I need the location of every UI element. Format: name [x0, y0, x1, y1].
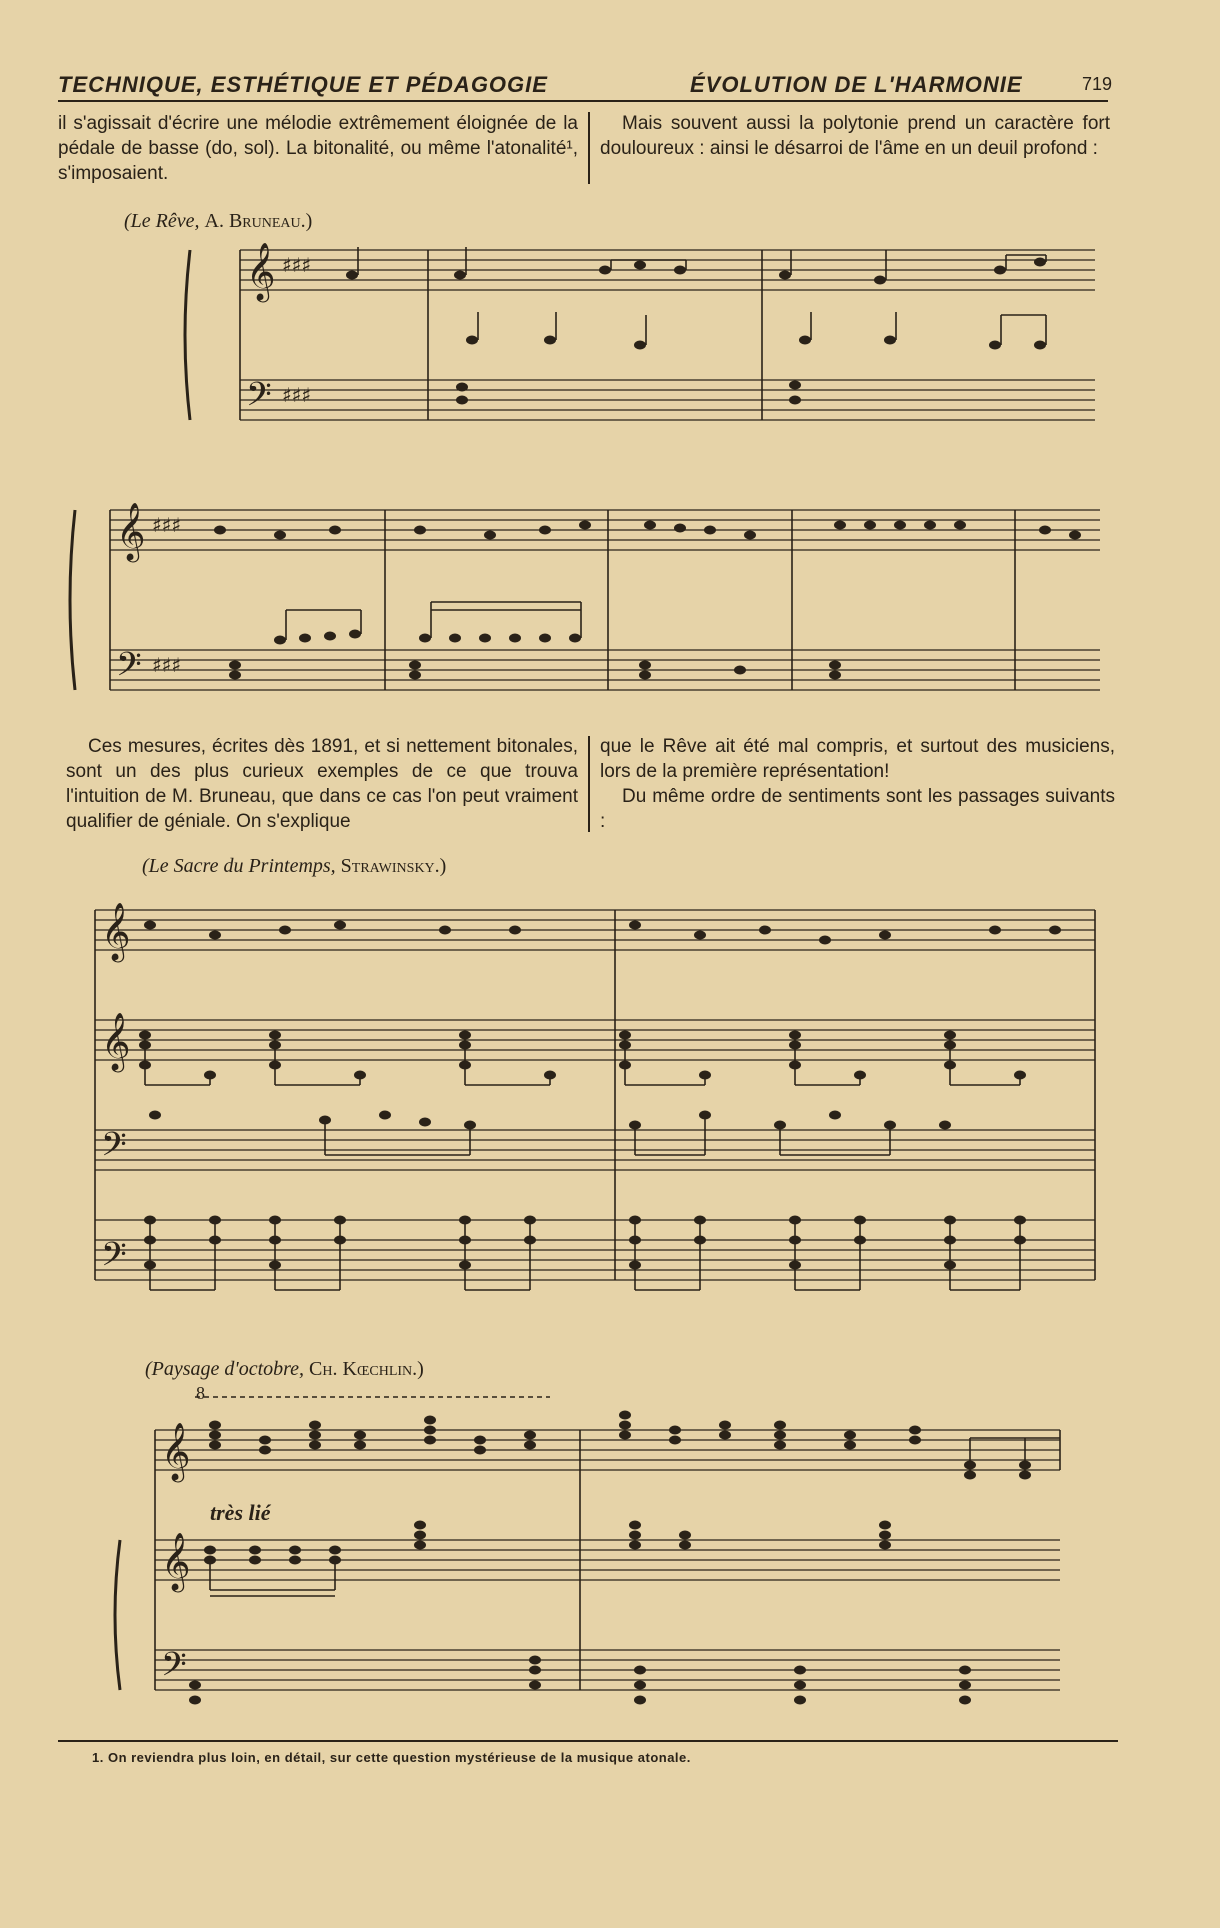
svg-text:♯♯♯: ♯♯♯ [282, 253, 312, 277]
running-header-left: TECHNIQUE, ESTHÉTIQUE ET PÉDAGOGIE [58, 72, 548, 97]
svg-text:♯♯♯: ♯♯♯ [152, 513, 182, 537]
running-header-right: ÉVOLUTION DE L'HARMONIE [690, 72, 1023, 97]
svg-text:𝄞: 𝄞 [246, 242, 276, 300]
column-divider-2 [588, 736, 590, 832]
middle-right-paragraph-1: que le Rêve ait été mal compris, et surtout des musiciens, lors de la première représentation! [600, 736, 1115, 782]
example3-score [115, 1397, 1060, 1705]
svg-text:♯♯♯: ♯♯♯ [282, 383, 312, 407]
expression-mark: très lié [210, 1500, 271, 1525]
svg-text:𝄢: 𝄢 [101, 1126, 127, 1172]
footnote-rule [58, 1740, 1118, 1742]
top-right-paragraph: Mais souvent aussi la polytonie prend un caractère fort douloureux : ainsi le désarroi de l'âme en un deuil profond : [600, 113, 1110, 159]
svg-text:𝄞: 𝄞 [116, 502, 146, 560]
top-left-paragraph: il s'agissait d'écrire une mélodie extrêmement éloignée de la pédale de basse (do, sol). La bitonalité, ou même l'atonalité¹, s'imposaient. [58, 113, 578, 184]
example3-caption [145, 1358, 424, 1381]
svg-text:𝄢: 𝄢 [246, 376, 272, 422]
example1-composer: A. Bruneau.) [204, 210, 313, 232]
example2-score [95, 902, 1095, 1290]
example1-title: (Le Rêve, [124, 210, 200, 232]
svg-text:♯♯♯: ♯♯♯ [152, 653, 182, 677]
example1-system2 [70, 502, 1100, 692]
example2-title: (Le Sacre du Printemps, [142, 855, 336, 877]
example2-caption [142, 855, 446, 878]
svg-text:𝄞: 𝄞 [161, 1532, 191, 1590]
footnote: 1. On reviendra plus loin, en détail, sur cette question mystérieuse de la musique atonale. [92, 1750, 691, 1765]
svg-text:𝄞: 𝄞 [101, 1012, 131, 1070]
example2-composer: Strawinsky.) [340, 855, 447, 877]
octave-mark: 8 [196, 1383, 205, 1403]
page-number: 719 [1081, 74, 1112, 94]
middle-left-paragraph: Ces mesures, écrites dès 1891, et si nettement bitonales, sont un des plus curieux exemples de ce que trouva l'intuition de M. Bruneau, que dans ce cas l'on peut vraiment qualifier de géniale. On s'explique [66, 736, 578, 832]
example3-title: (Paysage d'octobre, [145, 1358, 305, 1380]
svg-text:𝄞: 𝄞 [101, 902, 131, 960]
example3-composer: Ch. Kœchlin.) [309, 1358, 424, 1380]
svg-text:𝄞: 𝄞 [161, 1422, 191, 1480]
svg-text:𝄢: 𝄢 [161, 1646, 187, 1692]
example1-system1 [185, 242, 1095, 422]
svg-text:𝄢: 𝄢 [101, 1236, 127, 1282]
middle-right-paragraph-2: Du même ordre de sentiments sont les passages suivants : [600, 786, 1115, 832]
svg-text:𝄢: 𝄢 [116, 646, 142, 692]
